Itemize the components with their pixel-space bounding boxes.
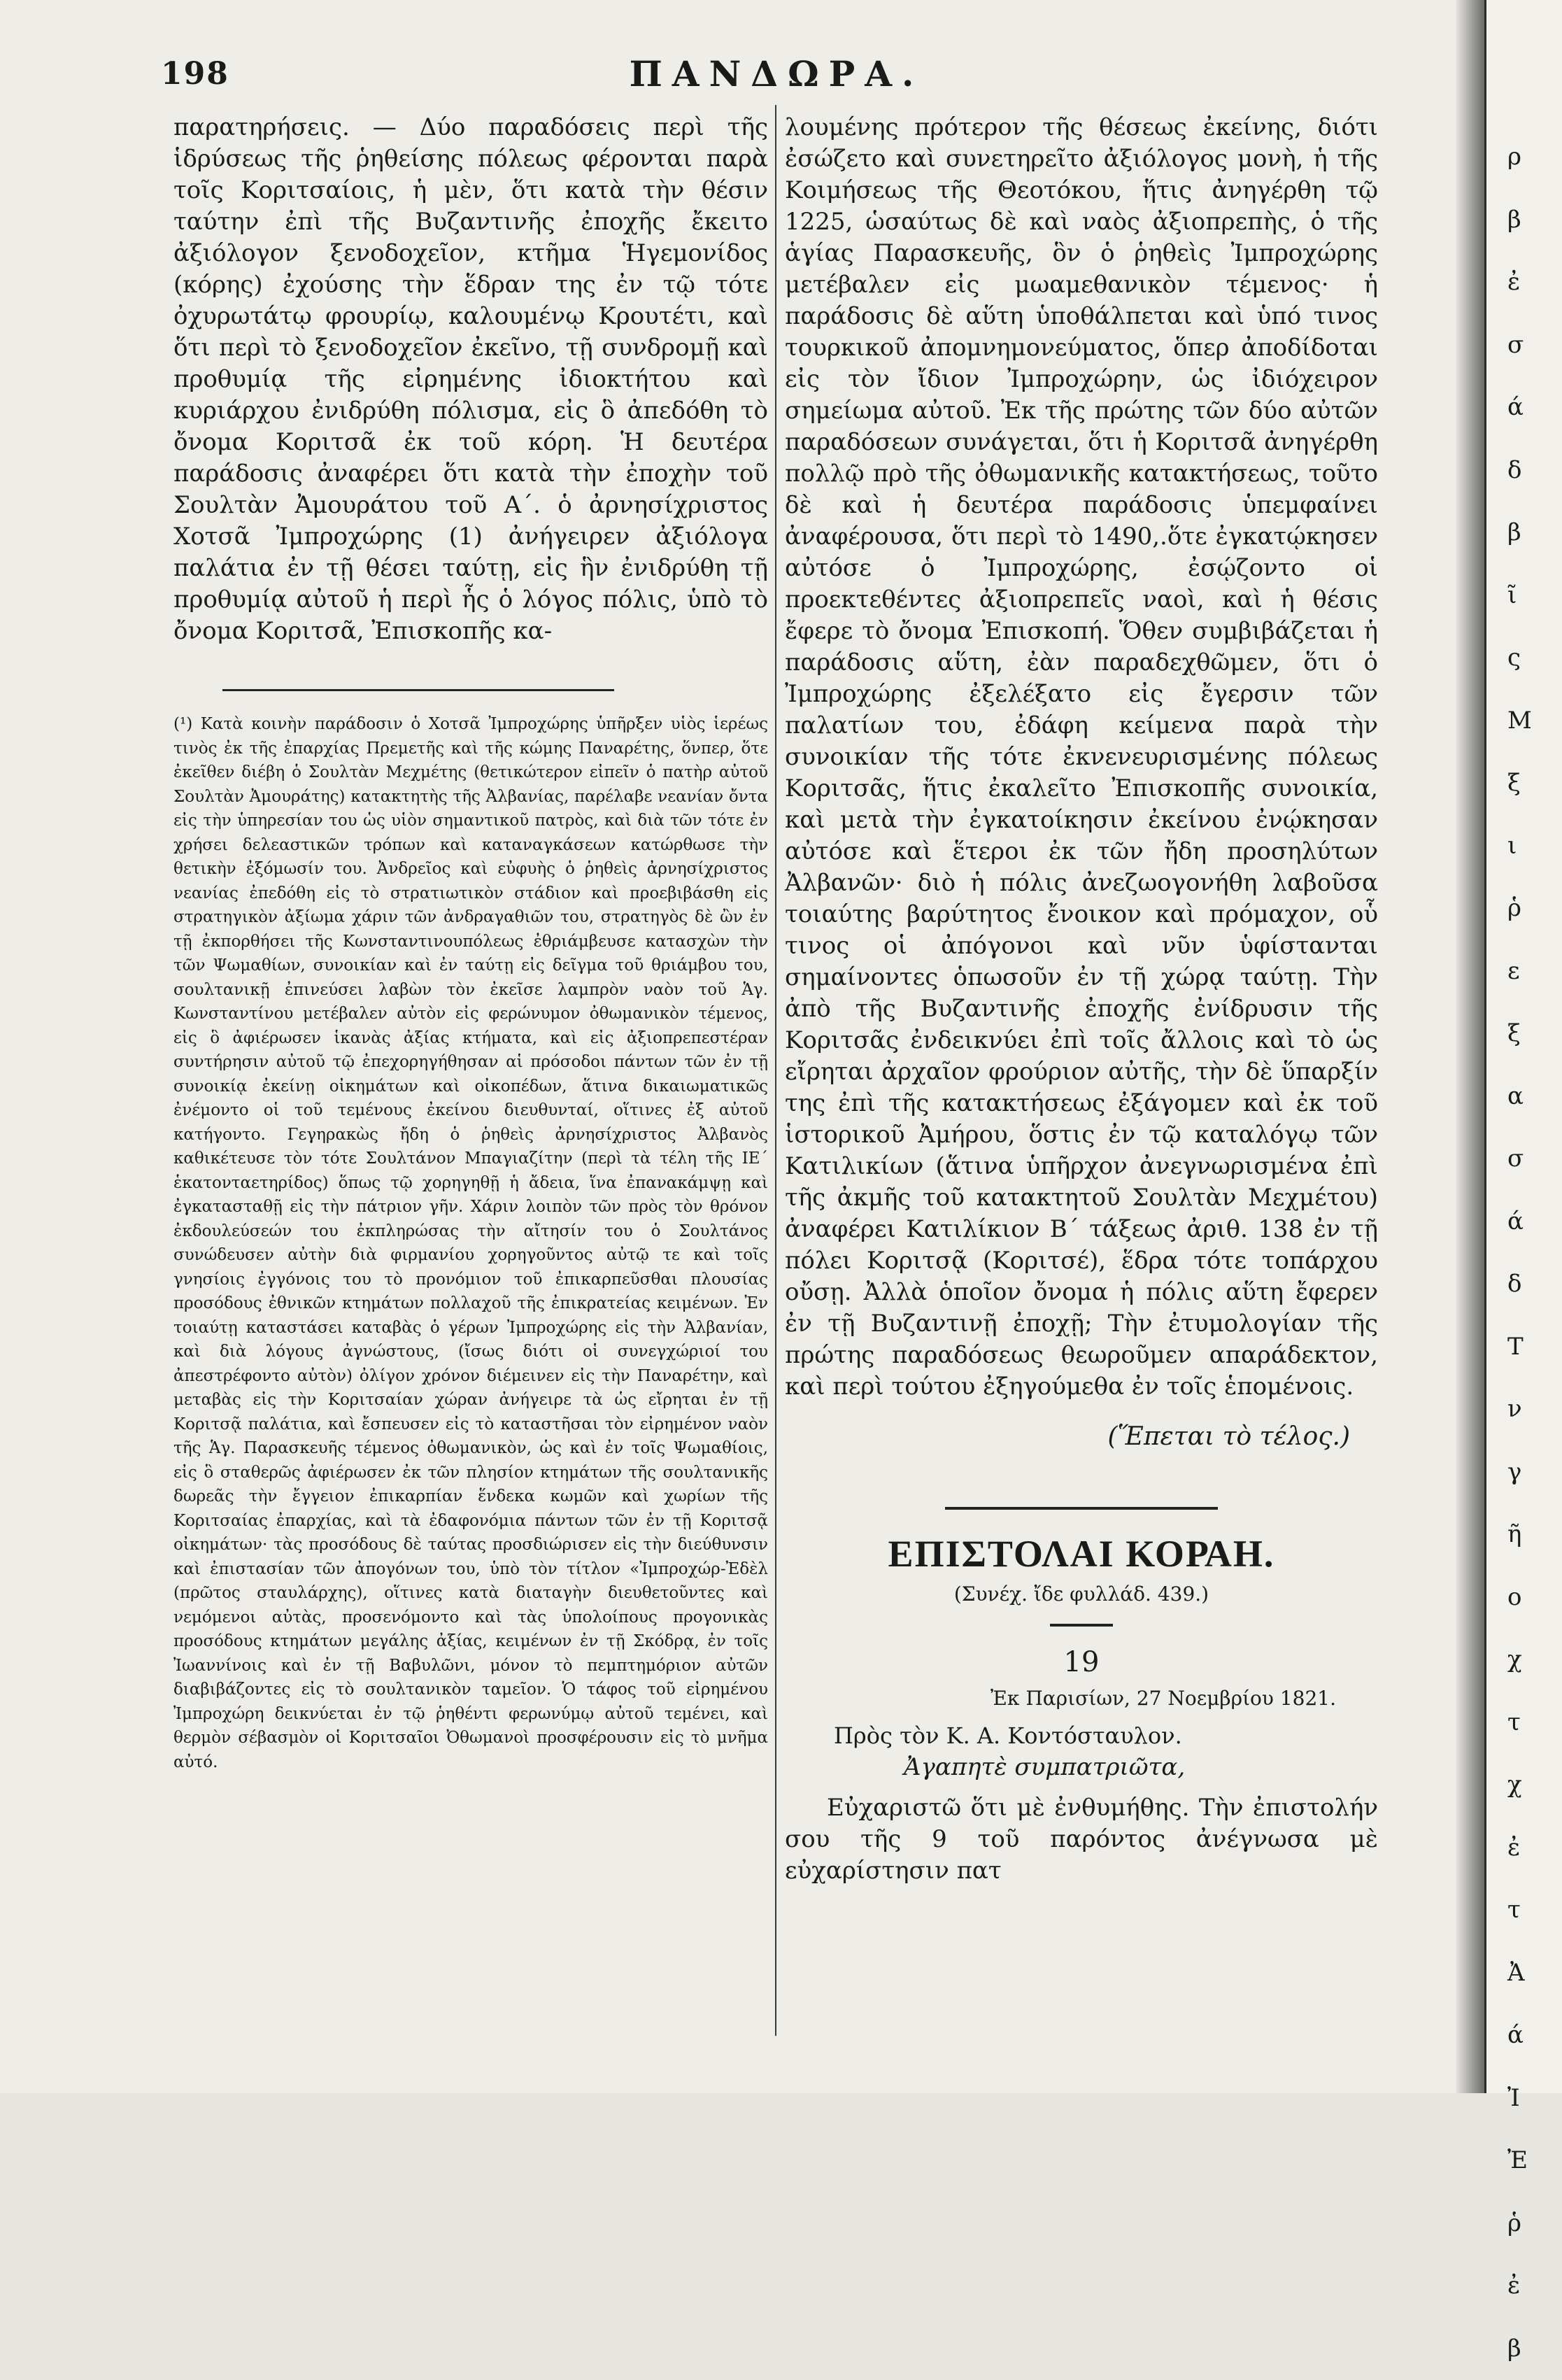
edge-letter: β xyxy=(1507,189,1549,252)
edge-letter: ρ xyxy=(1507,126,1549,189)
letter-salutation: Ἀγαπητὲ συμπατριῶτα, xyxy=(904,1753,1378,1781)
edge-letter: ῥ xyxy=(1507,877,1549,940)
edge-letter: Τ xyxy=(1507,1316,1549,1379)
edge-letter: ἐ xyxy=(1507,251,1549,314)
letter-body-paragraph: Εὐχαριστῶ ὅτι μὲ ἐνθυμήθης. Τὴν ἐπιστολήν σου τῆς 9 τοῦ παρόντος ἀνέγνωσα μὲ εὐχαρίστησιν πατ xyxy=(785,1792,1378,1887)
page-gutter-shadow xyxy=(1456,0,1484,2093)
letter-dateline: Ἐκ Παρισίων, 27 Νοεμβρίου 1821. xyxy=(785,1687,1378,1710)
edge-letter: τ xyxy=(1507,1879,1549,1942)
footnote xyxy=(173,712,768,1774)
letter-addressee: Πρὸς τὸν Κ. Α. Κοντόσταυλον. xyxy=(834,1722,1378,1749)
edge-letter: β xyxy=(1507,502,1549,565)
edge-letter: σ xyxy=(1507,314,1549,377)
continued-note: (Ἕπεται τὸ τέλος.) xyxy=(785,1422,1378,1451)
left-body-paragraph: παρατηρήσεις. — Δύο παραδόσεις περὶ τῆς ἱδρύσεως τῆς ῥηθείσης πόλεως φέρονται παρὰ τοῖς Κοριτσαίοις, ἡ μὲν, ὅτι κατὰ τὴν θέσιν ταύτην ἐπὶ τῆς Βυζαντινῆς ἐποχῆς ἔκειτο ἀξιόλογον ξενοδοχεῖον, κτῆμα Ἡγεμονίδος (κόρης) ἐχούσης τὴν ἕδραν της ἐν τῷ τότε ὀχυρωτάτῳ φρουρίῳ, καλουμένῳ Κρουτέτι, καὶ ὅτι περὶ τὸ ξενοδοχεῖον ἐκεῖνο, τῇ συνδρομῇ καὶ προθυμίᾳ τῆς εἰρημένης ἰδιοκτήτου καὶ κυριάρχου ἐνιδρύθη πόλισμα, εἰς ὃ ἀπεδόθη τὸ ὄνομα Κοριτσᾶ ἐκ τοῦ κόρη. Ἡ δευτέρα παράδοσις ἀναφέρει ὅτι κατὰ τὴν ἐποχὴν τοῦ Σουλτὰν Ἀμουράτου τοῦ Α΄. ὁ ἀρνησίχριστος Χοτσᾶ Ἰμπροχώρης (1) ἀνήγειρεν ἀξιόλογα παλάτια ἐν τῇ θέσει ταύτῃ, εἰς ἣν ἐνιδρύθη τῇ προθυμίᾳ αὐτοῦ ἡ περὶ ἧς ὁ λόγος πόλις, ὑπὸ τὸ ὄνομα Κοριτσᾶ, Ἐπισκοπῆς κα- xyxy=(173,112,768,647)
edge-letter: ῥ xyxy=(1507,2193,1549,2255)
edge-letter: ο xyxy=(1507,1566,1549,1629)
edge-letter: ξ xyxy=(1507,1003,1549,1065)
subtitle-rule xyxy=(1050,1624,1113,1627)
footnote-text: (¹) Κατὰ κοινὴν παράδοσιν ὁ Χοτσᾶ Ἰμπροχώρης ὑπῆρξεν υἱὸς ἱερέως τινὸς ἐκ τῆς ἐπαρχίας Πρεμετῆς καὶ τῆς κώμης Παναρέτης, ὅνπερ, ὅτε ἐκεῖθεν διέβη ὁ Σουλτὰν Μεχμέτης (θετικώτερον εἰπεῖν ὁ πατὴρ αὐτοῦ Σουλτὰν Ἀμουράτης) κατακτητὴς τῆς Ἀλβανίας, παρέλαβε νεανίαν ὄντα εἰς τὴν ὑπηρεσίαν του ὡς υἱὸν σημαντικοῦ πατρὸς, καὶ διὰ τῶν τότε ἐν χρήσει δελεαστικῶν τρόπων καὶ καταναγκάσεων κατώρθωσε τὴν θετικὴν ἐξόμωσίν του. Ἀνδρεῖος καὶ εὐφυὴς ὁ ῥηθεὶς ἀρνησίχριστος νεανίας ἐπεδόθη εἰς τὸ στρατιωτικὸν στάδιον καὶ προεβιβάσθη εἰς στρατηγικὸν ἀξίωμα χάριν τῶν ἀνδραγαθιῶν του, στρατηγὸς δὲ ὢν ἐν τῇ ἐκπορθήσει τῆς Κωνσταντινουπόλεως ἐθριάμβευσε κατασχὼν τὴν τῶν Ψωμαθίων, συνοικίαν καὶ ἐν ταύτῃ εἰς δεῖγμα τοῦ θριάμβου του, σουλτανικῇ ἐπινεύσει λαβὼν τὸν ἐκεῖσε λαμπρὸν ναὸν τοῦ Ἁγ. Κωνσταντίνου μετέβαλεν αὐτὸν εἰς φερώνυμον ὀθωμανικὸν τέμενος, εἰς ὃ ἀφιέρωσεν ἱκανὰς ἀξίας κτήματα, καὶ εἰς ἀξιοπρεπεστέραν συντήρησιν αὐτοῦ τῷ ἐπεχορηγήθησαν αἱ πρόσοδοι πάντων τῶν ἐν τῇ συνοικίᾳ ἐκείνῃ οἰκημάτων καὶ οἰκοπέδων, ἅτινα δικαιωματικῶς ἐνέμοντο οἱ τοῦ τεμένους ἐκείνου διευθυνταί, οἵτινες ἐξ αὐτοῦ κατήγοντο. Γεγηρακὼς ἤδη ὁ ῥηθεὶς ἀρνησίχριστος Ἀλβανὸς καθικέτευσε τὸν τότε Σουλτάνον Μπαγιαζίτην (περὶ τὰ τέλη τῆς ΙΕ΄ ἑκατονταετηρίδος) ὅπως τῷ χορηγηθῇ ἡ ἄδεια, ἵνα ἐπανακάμψῃ καὶ ἐγκατασταθῇ εἰς τὴν πάτριον γῆν. Χάριν λοιπὸν τῶν πρὸς τὸν θρόνον ἐκδουλεύσεών του ἐκπληρώσας τὴν αἴτησίν του ὁ Σουλτάνος συνώδευσεν αὐτὴν διὰ φιρμανίου χορηγοῦντος αὐτῷ τε καὶ τοῖς γνησίοις ἐγγόνοις του τὸ προνόμιον τοῦ ἐπικαρπεῦσθαι πλουσίας προσόδους ἐθνικῶν κτημάτων πολλαχοῦ τῆς ἐπικρατείας κειμένων. Ἐν τοιαύτῃ καταστάσει καταβὰς ὁ γέρων Ἰμπροχώρης εἰς τὴν Ἀλβανίαν, καὶ διὰ λόγους ἀγνώστους, (ἴσως διότι οἱ συνεγχώριοί του ἀπεστρέφοντο αὐτὸν) ὀλίγον χρόνον διέμεινεν εἰς τὴν Παναρέτην, καὶ μεταβὰς εἰς τὴν Κοριτσαίαν χώραν ἀνήγειρε τὰ ὡς εἴρηται ἐν τῇ Κοριτσᾷ παλάτια, καὶ ἔσπευσεν εἰς τὸ καταστῆσαι τὸν εἰρημένον ναὸν τῆς Ἁγ. Παρασκευῆς τέμενος ὀθωμανικὸν, ὡς καὶ ἐν τοῖς Ψωμαθίοις, εἰς ὃ σταθερῶς ἀφιέρωσεν ἐκ τῶν πλησίον κτημάτων τῆς σουλτανικῆς δωρεᾶς τὴν ἔγγειον ἐπικαρπίαν ἕνδεκα κωμῶν καὶ χωρίων τῆς Κοριτσαίας ἐπαρχίας, καὶ τὰ ἐδαφονόμια πάντων τῶν ἐν τῇ Κοριτσᾷ οἰκημάτων· τὰς προσόδους δὲ ταύτας προσδιώρισεν εἰς τὴν διεύθυνσιν καὶ ἐπιστασίαν τῶν ἀπογόνων του, ὑπὸ τὸν τίτλον «Ἰμπροχώρ-Ἐδὲλ (πρῶτος σταυλάρχης), οἵτινες κατὰ διαταγὴν διευθετοῦντες καὶ νεμόμενοι αὐτὰς, προσενόμοντο καὶ τὰς ὑπολοίπους προγονικὰς προσόδους κτημάτων μεγάλης ἀξίας, κειμένων ἐν τῇ Σκόδρᾳ, ἐν τοῖς Ἰωαννίνοις καὶ ἐν τῇ Βαβυλῶνι, μόνον τὸ πεμπτημόριον αὐτῶν διαβιβάζοντες εἰς τὸ σουλτανικὸν ταμεῖον. Ὁ τάφος τοῦ εἰρημένου Ἰμπροχώρη δεικνύεται ἐν τῷ ῥηθέντι φερωνύμῳ αὐτοῦ τεμένει, καὶ θερμὸν σέβασμὸν οἱ Κοριτσαῖοι Ὀθωμανοὶ προσφέρουσιν εἰς τὸ μνῆμα αὐτό. xyxy=(173,712,768,1774)
right-body xyxy=(785,112,1378,1403)
section-title: ΕΠΙΣΤΟΛΑΙ ΚΟΡΑΗ. xyxy=(785,1532,1378,1575)
edge-letter: Ἰ xyxy=(1507,2067,1549,2130)
edge-letter: ά xyxy=(1507,376,1549,439)
edge-letter: ῖ xyxy=(1507,565,1549,628)
edge-letter: ς xyxy=(1507,627,1549,690)
page-header xyxy=(161,49,1392,98)
edge-letter: δ xyxy=(1507,439,1549,502)
section-subtitle: (Συνέχ. ἴδε φυλλάδ. 439.) xyxy=(785,1582,1378,1606)
edge-letter: ι xyxy=(1507,815,1549,878)
edge-letter: Ἀ xyxy=(1507,1942,1549,2005)
right-body-paragraph: λουμένης πρότερον τῆς θέσεως ἐκείνης, διότι ἐσώζετο καὶ συνετηρεῖτο ἀξιόλογος μονὴ, ἡ τῆς Κοιμήσεως τῆς Θεοτόκου, ἥτις ἀνηγέρθη τῷ 1225, ὡσαύτως δὲ καὶ ναὸς ἀξιοπρεπὴς, ὁ τῆς ἁγίας Παρασκευῆς, ὃν ὁ ῥηθεὶς Ἰμπροχώρης μετέβαλεν εἰς μωαμεθανικὸν τέμενος· ἡ παράδοσις δὲ αὕτη ὑποθάλπεται καὶ ὑπό τινος τουρκικοῦ ἀπομνημονεύματος, ὅπερ ἀποδίδοται εἰς τὸν ἴδιον Ἰμπροχώρην, ὡς ἰδιόχειρον σημείωμα αὐτοῦ. Ἐκ τῆς πρώτης τῶν δύο αὐτῶν παραδόσεων συνάγεται, ὅτι ἡ Κοριτσᾶ ἀνηγέρθη πολλῷ πρὸ τῆς ὀθωμανικῆς κατακτήσεως, τοῦτο δὲ καὶ ἡ δευτέρα παράδοσις ὑπεμφαίνει ἀναφέρουσα, ὅτι περὶ τὸ 1490,.ὅτε ἐγκατῴκησεν αὐτόσε ὁ Ἰμπροχώρης, ἐσῴζοντο οἱ προεκτεθέντες ἀξιοπρεπεῖς ναοὶ, καὶ ἡ θέσις ἔφερε τὸ ὄνομα Ἐπισκοπή. Ὅθεν συμβιβάζεται ἡ παράδοσις αὕτη, ἐὰν παραδεχθῶμεν, ὅτι ὁ Ἰμπροχώρης ἐξελέξατο εἰς ἔγερσιν τῶν παλατίων του, ἐδάφη κείμενα παρὰ τὴν συνοικίαν τῆς τότε ἐκνενευρισμένης πόλεως Κοριτσᾶς, ἥτις ἐκαλεῖτο Ἐπισκοπῆς συνοικία, καὶ μετὰ τὴν ἐγκατοίκησιν ἐκείνου ἐνῴκησαν αὐτόσε καὶ ἕτεροι ἐκ τῶν ἤδη προσηλύτων Ἀλβανῶν· διὸ ἡ πόλις ἀνεζωογονήθη λαβοῦσα τοιαύτης βαρύτητος ἔνοικον καὶ πρόμαχον, οὗ τινος οἱ ἀπόγονοι καὶ νῦν ὑφίστανται σημαίνοντες ὁπωσοῦν ἐν τῇ χώρᾳ ταύτῃ. Τὴν ἀπὸ τῆς Βυζαντινῆς ἐποχῆς ἐνίδρυσιν τῆς Κοριτσᾶς ἐνδεικνύει ἐπὶ τοῖς ἄλλοις καὶ τὸ ὡς εἴρηται ἀρχαῖον φρούριον αὐτῆς, τὴν δὲ ὕπαρξίν της ἐπὶ τῆς κατακτήσεως ἐξάγομεν καὶ ἐκ τοῦ ἱστορικοῦ Ἀμήρου, ὅστις ἐν τῷ καταλόγῳ τῶν Κατιλικίων (ἅτινα ὑπῆρχον ἀνεγνωρισμένα ἐπὶ τῆς ἀκμῆς τοῦ κατακτητοῦ Σουλτὰν Μεχμέτου) ἀναφέρει Κατιλίκιον Β΄ τάξεως ἀριθ. 138 ἐν τῇ πόλει Κοριτσᾷ (Κοριτσέ), ἕδρα τότε τοπάρχου οὔσῃ. Ἀλλὰ ὁποῖον ὄνομα ἡ πόλις αὕτη ἔφερεν ἐν τῇ Βυζαντινῇ ἐποχῇ; Τὴν ἐτυμολογίαν τῆς πρώτης παραδόσεως θεωροῦμεν απαράδεκτον, καὶ περὶ τούτου ἐξηγούμεθα ἐν τοῖς ἑπομένοις. xyxy=(785,112,1378,1403)
letter-body xyxy=(785,1792,1378,1887)
edge-letter: ν xyxy=(1507,1378,1549,1441)
right-column xyxy=(785,112,1378,1887)
adjacent-page-edge xyxy=(1484,0,1562,2093)
edge-letter: ά xyxy=(1507,1191,1549,1254)
edge-letter: ά xyxy=(1507,2004,1549,2067)
left-column xyxy=(173,112,768,1774)
section-rule xyxy=(945,1507,1218,1510)
left-body xyxy=(173,112,768,647)
edge-letter: Ἐ xyxy=(1507,2130,1549,2193)
edge-letter: σ xyxy=(1507,1128,1549,1191)
column-divider xyxy=(775,105,776,2036)
edge-letter: ξ xyxy=(1507,752,1549,815)
edge-letter: ῆ xyxy=(1507,1503,1549,1566)
edge-letter: ε xyxy=(1507,940,1549,1003)
edge-letter: δ xyxy=(1507,1253,1549,1316)
adjacent-page-letters xyxy=(1507,126,1549,2380)
edge-letter: ἐ xyxy=(1507,2255,1549,2318)
edge-letter: τ xyxy=(1507,1692,1549,1755)
running-title: ΠΑΝΔΩΡΑ. xyxy=(161,53,1392,94)
edge-letter: Μ xyxy=(1507,690,1549,753)
page-number: 198 xyxy=(161,56,229,92)
edge-letter: ἐ xyxy=(1507,1817,1549,1880)
edge-letter: χ xyxy=(1507,1629,1549,1692)
footnote-rule xyxy=(222,689,614,691)
edge-letter: χ xyxy=(1507,1754,1549,1817)
letter-number: 19 xyxy=(785,1646,1378,1678)
edge-letter: γ xyxy=(1507,1441,1549,1504)
edge-letter: β xyxy=(1507,2318,1549,2380)
edge-letter: α xyxy=(1507,1065,1549,1128)
